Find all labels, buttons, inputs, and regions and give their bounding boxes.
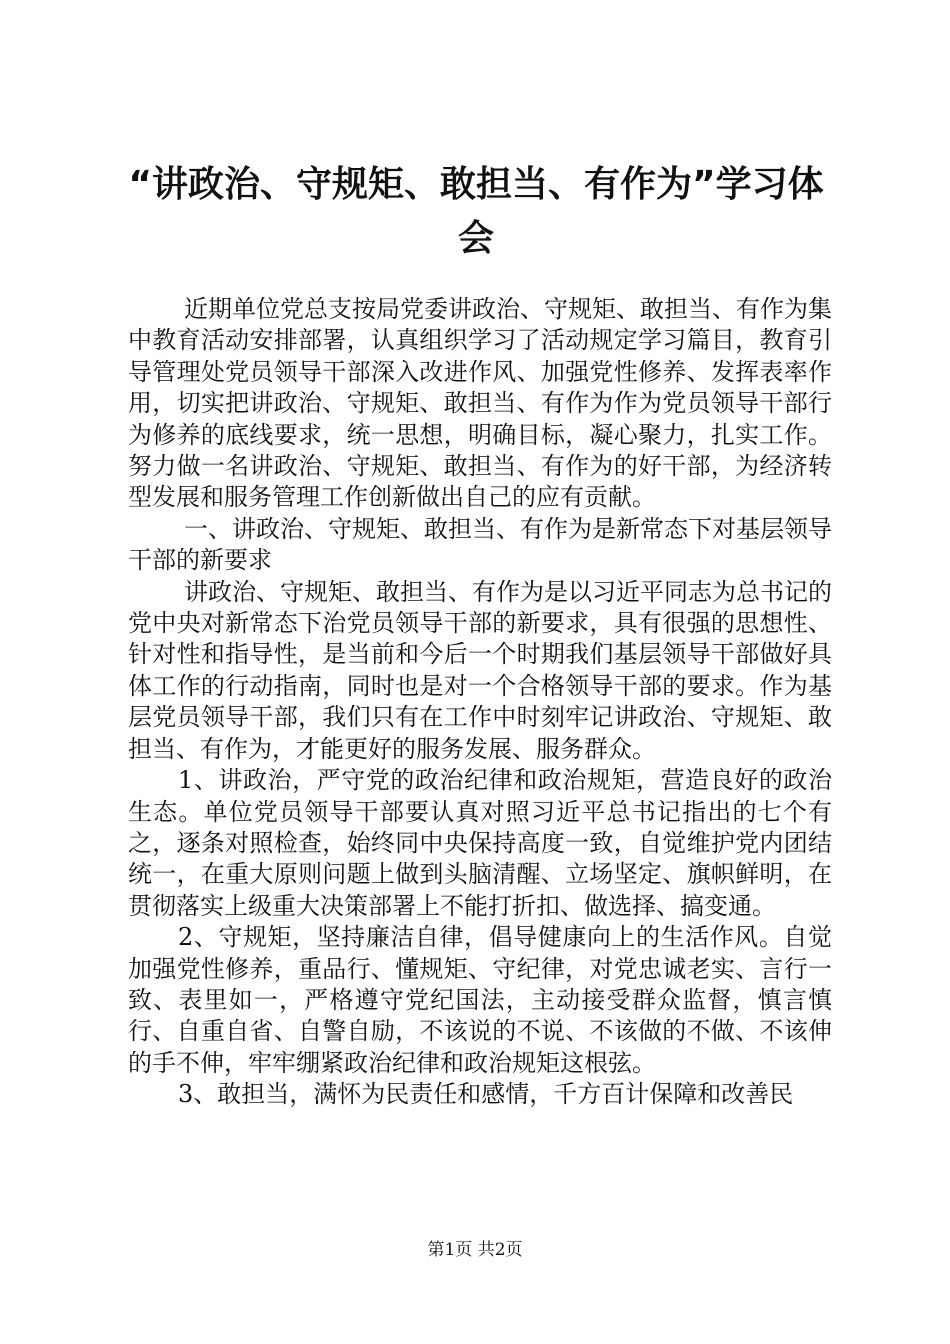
paragraph-item-1: 1、讲政治，严守党的政治纪律和政治规矩，营造良好的政治生态。单位党员领导干部要认真对照习近平总书记指出的七个有之，逐条对照检查，始终同中央保持高度一致，自觉维护党内团结统一，在重大原则问题上做到头脑清醒、立场坚定、旗帜鲜明，在贯彻落实上级重大决策部署上不能打折扣、做选择、搞变通。: [128, 766, 832, 920]
title-line-2: 会: [457, 218, 494, 259]
document-title: [120, 158, 832, 266]
paragraph-section-1: 讲政治、守规矩、敢担当、有作为是以习近平同志为总书记的党中央对新常态下治党员领导干部的新要求，具有很强的思想性、针对性和指导性，是当前和今后一个时期我们基层领导干部做好具体工作的行动指南，同时也是对一个合格领导干部的要求。作为基层党员领导干部，我们只有在工作中时刻牢记讲政治、守规矩、敢担当、有作为，才能更好的服务发展、服务群众。: [128, 577, 832, 763]
section-heading-1: 一、讲政治、守规矩、敢担当、有作为是新常态下对基层领导干部的新要求: [128, 514, 832, 575]
paragraph-item-2: 2、守规矩，坚持廉洁自律，倡导健康向上的生活作风。自觉加强党性修养，重品行、懂规矩、守纪律，对党忠诚老实、言行一致、表里如一，严格遵守党纪国法，主动接受群众监督，慎言慎行、自重自省、自警自励，不该说的不说、不该做的不做、不该伸的手不伸，牢牢绷紧政治纪律和政治规矩这根弦。: [128, 923, 832, 1077]
document-body: [128, 294, 832, 1111]
paragraph-item-3: 3、敢担当，满怀为民责任和感情，千方百计保障和改善民: [178, 1080, 794, 1109]
page-footer: 第1页 共2页: [427, 1240, 523, 1260]
title-line-1: “讲政治、守规矩、敢担当、有作为”学习体: [128, 164, 824, 205]
paragraph-intro: 近期单位党总支按局党委讲政治、守规矩、敢担当、有作为集中教育活动安排部署，认真组织学习了活动规定学习篇目，教育引导管理处党员领导干部深入改进作风、加强党性修养、发挥表率作用，切实把讲政治、守规矩、敢担当、有作为作为党员领导干部行为修养的底线要求，统一思想，明确目标，凝心聚力，扎实工作。努力做一名讲政治、守规矩、敢担当、有作为的好干部，为经济转型发展和服务管理工作创新做出自己的应有贡献。: [128, 295, 832, 512]
